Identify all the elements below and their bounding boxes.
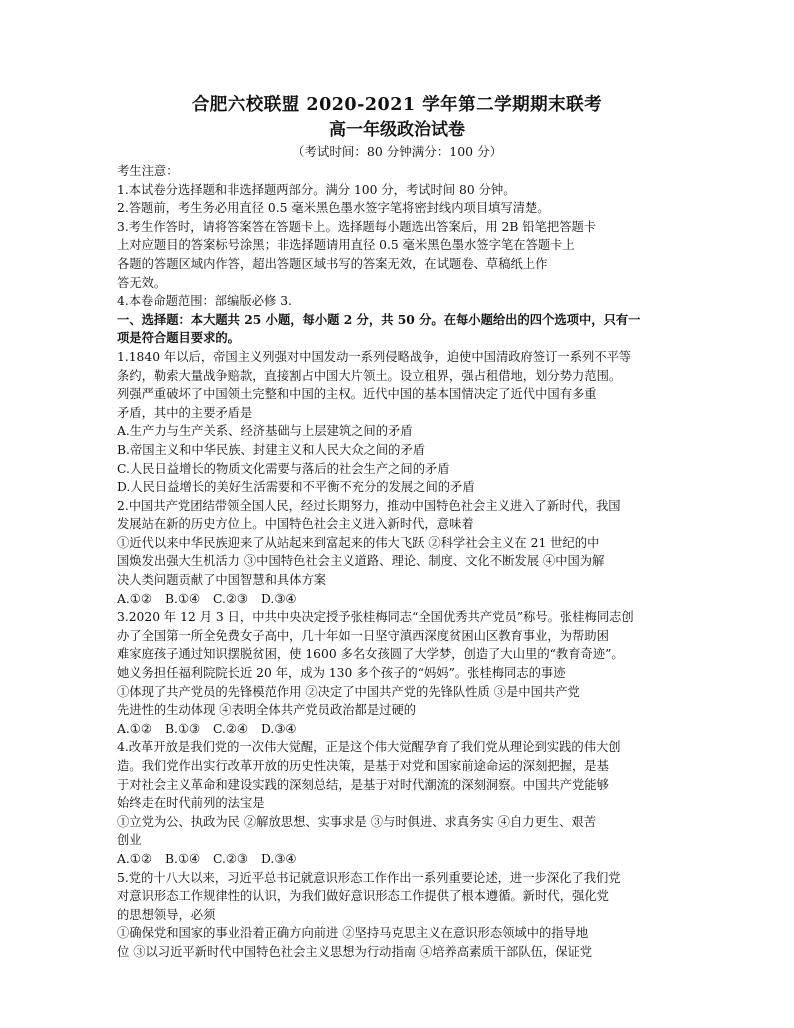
exam-content [117,162,682,962]
text-line: 各题的答题区域内作答，超出答题区域书写的答案无效，在试题卷、草稿纸上作 [117,256,548,271]
text-line: 难家庭孩子通过知识摆脱贫困，使 1600 多名女孩圆了大学梦，创造了大山里的“教育奇迹”。 [117,647,624,662]
answer-option: A.①② [117,721,152,736]
section-heading-line: 项是符合题目要求的。 [117,330,240,346]
text-line: B.帝国主义和中华民族、封建主义和人民大众之间的矛盾 [117,442,426,457]
text-line: 对意识形态工作规律性的认识，为我们做好意识形态工作提供了根本遵循。新时代，强化党 [117,889,609,904]
text-line: ①近代以来中华民族迎来了从站起来到富起来的伟大飞跃 ②科学社会主义在 21 世纪的中 [117,535,600,550]
answer-options [117,720,682,739]
answer-option: B.①④ [165,851,200,866]
answer-option: A.①② [117,591,152,606]
text-line: 4.本卷命题范围：部编版必修 3. [117,294,292,309]
text-line: 4.改革开放是我们党的一次伟大觉醒，正是这个伟大觉醒孕育了我们党从理论到实践的伟大创 [117,740,621,755]
answer-option: D.③④ [261,851,297,866]
text-line: 先进性的生动体现 ④表明全体共产党员政治都是过硬的 [117,703,417,718]
text-line: 始终走在时代前列的法宝是 [117,796,265,811]
text-line: C.人民日益增长的物质文化需要与落后的社会生产之间的矛盾 [117,461,450,476]
text-line: ①立党为公、执政为民 ②解放思想、实事求是 ③与时俱进、求真务实 ④自力更生、艰苦 [117,814,597,829]
text-line: D.人民日益增长的美好生活需要和不平衡不充分的发展之间的矛盾 [117,480,475,495]
text-line: 的思想领导，必须 [117,907,216,922]
answer-option: C.②③ [213,851,248,866]
text-line: 2.答题前，考生务必用直径 0.5 毫米黑色墨水签字笔将密封线内项目填写清楚。 [117,201,550,216]
answer-options [117,850,682,869]
text-line: 办了全国第一所全免费女子高中，几十年如一日坚守滇西深度贫困山区教育事业，为帮助困 [117,628,609,643]
text-line: 创业 [117,833,142,848]
text-line: A.生产力与生产关系、经济基础与上层建筑之间的矛盾 [117,424,413,439]
text-line: 1.本试卷分选择题和非选择题两部分。满分 100 分，考试时间 80 分钟。 [117,182,516,197]
text-line: 国焕发出强大生机活力 ③中国特色社会主义道路、理论、制度、文化不断发展 ④中国为解 [117,554,605,569]
text-line: 3.2020 年 12 月 3 日，中共中央决定授予张桂梅同志“全国优秀共产党员”称号。张桂梅同志创 [117,610,634,625]
text-line: 考生注意： [117,164,179,178]
text-line: 矛盾，其中的主要矛盾是 [117,405,253,420]
answer-option: D.③④ [261,591,297,606]
text-line: 列强严重破坏了中国领土完整和中国的主权。近代中国的基本国情决定了近代中国有多重 [117,387,597,402]
answer-option: B.①③ [165,721,200,736]
section-heading-line: 一、选择题：本大题共 25 小题，每小题 2 分，共 50 分。在每小题给出的四个选项中，只有一 [117,311,641,327]
text-line: 造。我们党作出实行改革开放的历史性决策，是基于对党和国家前途命运的深刻把握，是基 [117,759,609,773]
exam-meta: （考试时间：80 分钟满分：100 分） [291,144,503,159]
text-line: 3.考生作答时，请将答案答在答题卡上。选择题每小题选出答案后，用 2B 铅笔把答题卡 [117,219,597,234]
text-line: ①确保党和国家的事业沿着正确方向前进 ②坚持马克思主义在意识形态领域中的指导地 [117,926,589,941]
exam-subtitle: 高一年级政治试卷 [329,120,465,140]
text-line: 位 ③以习近平新时代中国特色社会主义思想为行动指南 ④培养高素质干部队伍，保证党 [117,944,593,959]
text-line: ①体现了共产党员的先锋模范作用 ②决定了中国共产党的先锋队性质 ③是中国共产党 [117,684,580,699]
text-line: 5.党的十八大以来，习近平总书记就意识形态工作作出一系列重要论述，进一步深化了我们党 [117,870,621,885]
text-line: 决人类问题贡献了中国智慧和具体方案 [117,573,327,588]
answer-options [117,590,682,609]
exam-header [0,92,794,162]
text-line: 她义务担任福利院院长近 20 年，成为 130 多个孩子的“妈妈”。张桂梅同志的事迹 [117,666,566,681]
answer-option: C.②③ [213,591,248,606]
answer-option: A.①② [117,851,152,866]
answer-option: B.①④ [165,591,200,606]
text-line: 答无效。 [117,275,167,290]
exam-title: 合肥六校联盟 2020-2021 学年第二学期期末联考 [191,95,603,115]
answer-option: D.③④ [261,721,297,736]
text-line: 发展站在新的历史方位上。中国特色社会主义进入新时代，意味着 [117,517,474,532]
text-line: 于对社会主义革命和建设实践的深刻总结，是基于对时代潮流的深刻洞察。中国共产党能够 [117,777,609,792]
text-line: 2.中国共产党团结带领全国人民，经过长期努力，推动中国特色社会主义进入了新时代，我国 [117,498,621,513]
text-line: 1.1840 年以后，帝国主义列强对中国发动一系列侵略战争，迫使中国清政府签订一系列不平等 [117,349,632,364]
answer-option: C.②④ [213,721,248,736]
text-line: 条约，勒索大量战争赔款，直接割占中国大片领土。设立租界，强占租借地，划分势力范围。 [117,368,622,383]
text-line: 上对应题目的答案标号涂黑；非选择题请用直径 0.5 毫米黑色墨水签字笔在答题卡上 [117,238,575,253]
